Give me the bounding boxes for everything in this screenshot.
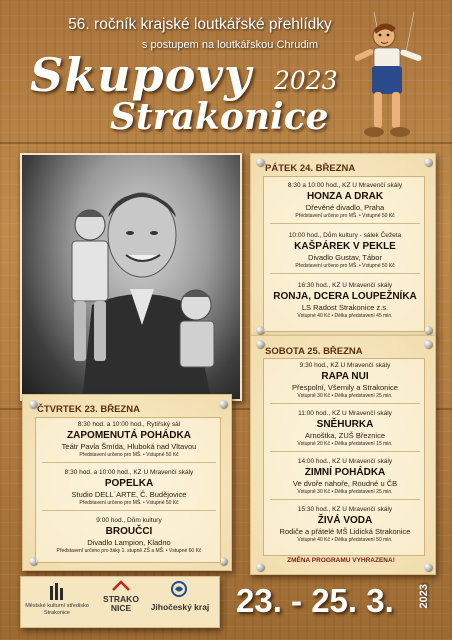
event-info: Vstupné 30 Kč • Délka představení 25 min.	[297, 489, 393, 495]
event-title: ZAPOMENUTÁ POHÁDKA	[67, 430, 191, 441]
program-event	[264, 361, 426, 404]
event-ensemble: Studio DELL´ARTE, Č. Budějovice	[71, 490, 187, 499]
mks-logo-icon	[49, 582, 65, 600]
event-ensemble: Rodiče a přátelé MŠ Lidická Strakonice	[279, 527, 411, 536]
divider	[42, 462, 216, 463]
program-event	[264, 505, 426, 544]
friday-program	[263, 176, 425, 332]
festival-title-year: 2023	[274, 66, 338, 95]
event-time-venue: 10:00 hod., Dům kultury - sálek Čežeta	[288, 232, 402, 239]
event-time-venue: 9:00 hod., Dům kultury	[96, 517, 162, 524]
friday-card	[250, 153, 436, 338]
strakonice-logo-icon	[111, 580, 131, 594]
program-event	[36, 516, 222, 555]
event-title: RAPA NUI	[321, 371, 369, 382]
event-ensemble: LS Radost Strakonice z.s.	[301, 303, 389, 312]
saturday-heading: SOBOTA 25. BŘEZNA	[265, 346, 363, 357]
thursday-card	[22, 394, 232, 571]
pin-icon	[424, 158, 432, 166]
program-event	[36, 420, 222, 463]
partner-logos	[20, 576, 220, 628]
event-ensemble: Teátr Pavla Šmída, Hluboká nad Vltavou	[61, 442, 197, 451]
event-info: Představení určeno pro MŠ. • Vstupné 50 Kč	[295, 263, 395, 269]
event-title: KAŠPÁREK V PEKLE	[294, 241, 396, 252]
divider	[270, 403, 420, 404]
program-event	[264, 181, 426, 224]
event-info: Představení určeno pro MŠ. • Vstupné 50 Kč	[295, 213, 395, 219]
event-time-venue: 16:30 hod., KZ U Mravenčí skály	[297, 282, 393, 289]
event-title: RONJA, DCERA LOUPEŽNÍKA	[273, 291, 417, 302]
event-time-venue: 8:30 hod. a 10:00 hod., KZ U Mravenčí skály	[64, 469, 194, 476]
mks-line1: Městské kulturní středisko	[25, 603, 89, 609]
pin-icon	[424, 326, 432, 334]
event-title: POPELKA	[104, 478, 154, 489]
jihocesky-kraj-text: Jihočeský kraj	[150, 602, 210, 612]
program-event	[264, 457, 426, 500]
pin-icon	[424, 340, 432, 348]
mks-logo-text	[23, 603, 91, 617]
festival-title-skupovy: Skupovy	[30, 48, 252, 102]
event-info: Představení určeno pro MŠ. • Vstupné 50 Kč	[79, 500, 179, 506]
event-ensemble: Divadlo Lampion, Kladno	[87, 538, 171, 547]
event-ensemble: Arnoštka, ZUŠ Březnice	[304, 431, 386, 440]
program-event	[264, 231, 426, 274]
event-time-venue: 11:00 hod., KZ U Mravenčí skály	[298, 410, 392, 417]
event-info: Vstupné 20 Kč • Délka představení 15 min.	[297, 441, 393, 447]
friday-heading: PÁTEK 24. BŘEZNA	[265, 163, 356, 174]
event-time-venue: 8:30 a 10:00 hod., KZ U Mravenčí skály	[287, 182, 403, 189]
pin-icon	[29, 400, 37, 408]
pin-icon	[256, 158, 264, 166]
event-time-venue: 8:30 hod. a 10:00 hod., Rytířský sál	[77, 421, 181, 428]
event-time-venue: 9:30 hod., KZ U Mravenčí skály	[299, 362, 391, 369]
program-event	[264, 281, 426, 320]
program-event	[264, 409, 426, 452]
program-change-notice: ZMĚNA PROGRAMU VYHRAZENA!	[287, 557, 395, 564]
event-info: Vstupné 40 Kč • Délka představení 45 min.	[297, 313, 393, 319]
divider	[270, 499, 420, 500]
festival-subtitle: s postupem na loutkářskou Chrudim	[141, 39, 319, 51]
pin-icon	[219, 400, 227, 408]
divider	[270, 223, 420, 224]
saturday-card	[250, 335, 436, 575]
marionette-illustration	[344, 12, 444, 152]
divider	[270, 451, 420, 452]
portrait-photo	[20, 153, 242, 401]
pin-icon	[424, 563, 432, 571]
jihocesky-kraj-logo-icon	[171, 581, 187, 597]
event-ensemble: Dřevěné divadlo, Praha	[305, 203, 385, 212]
event-time-venue: 15:30 hod., KZ U Mravenčí skály	[297, 506, 393, 513]
divider	[42, 510, 216, 511]
event-info: Představení určeno pro MŠ. • Vstupné 50 Kč	[79, 452, 179, 458]
program-event	[36, 468, 222, 511]
event-title: HONZA A DRAK	[306, 191, 384, 202]
festival-dates: 23. - 25. 3.	[236, 582, 394, 619]
festival-title-strakonice: Strakonice	[110, 96, 329, 138]
pin-icon	[256, 340, 264, 348]
mks-line2: Strakonice	[44, 610, 70, 616]
pin-icon	[256, 563, 264, 571]
portrait-illustration	[22, 155, 242, 401]
thursday-program	[35, 417, 221, 563]
event-ensemble: Ve dvoře nahoře, Roudné u ČB	[292, 479, 398, 488]
thursday-heading: ČTVRTEK 23. BŘEZNA	[37, 404, 140, 415]
event-title: BROUČCI	[105, 526, 153, 537]
festival-dates-year: 2023	[418, 584, 430, 609]
divider	[270, 273, 420, 274]
event-time-venue: 14:00 hod., KZ U Mravenčí skály	[297, 458, 393, 465]
strako-line1: STRAKO	[103, 594, 139, 604]
event-title: SNĚHURKA	[316, 419, 374, 430]
event-info: Vstupné 30 Kč • Délka představení 25 min.	[297, 393, 393, 399]
event-ensemble: Přespolní, Všemily a Strakonice	[292, 383, 398, 392]
event-info: Vstupné 40 Kč • Délka představení 50 min.	[297, 537, 393, 543]
strako-line2: NICE	[110, 603, 132, 613]
saturday-program	[263, 358, 425, 556]
event-title: ŽIVÁ VODA	[317, 515, 373, 526]
event-info: Představení určeno pro žáky 1. stupně ZŠ a MŠ. • Vstupné 60 Kč	[56, 548, 202, 554]
strakonice-logo-text	[101, 595, 141, 613]
festival-edition-line: 56. ročník krajské loutkářské přehlídky	[68, 16, 332, 33]
event-title: ZIMNÍ POHÁDKA	[304, 467, 386, 478]
event-ensemble: Divadlo Gustav, Tábor	[308, 253, 382, 262]
